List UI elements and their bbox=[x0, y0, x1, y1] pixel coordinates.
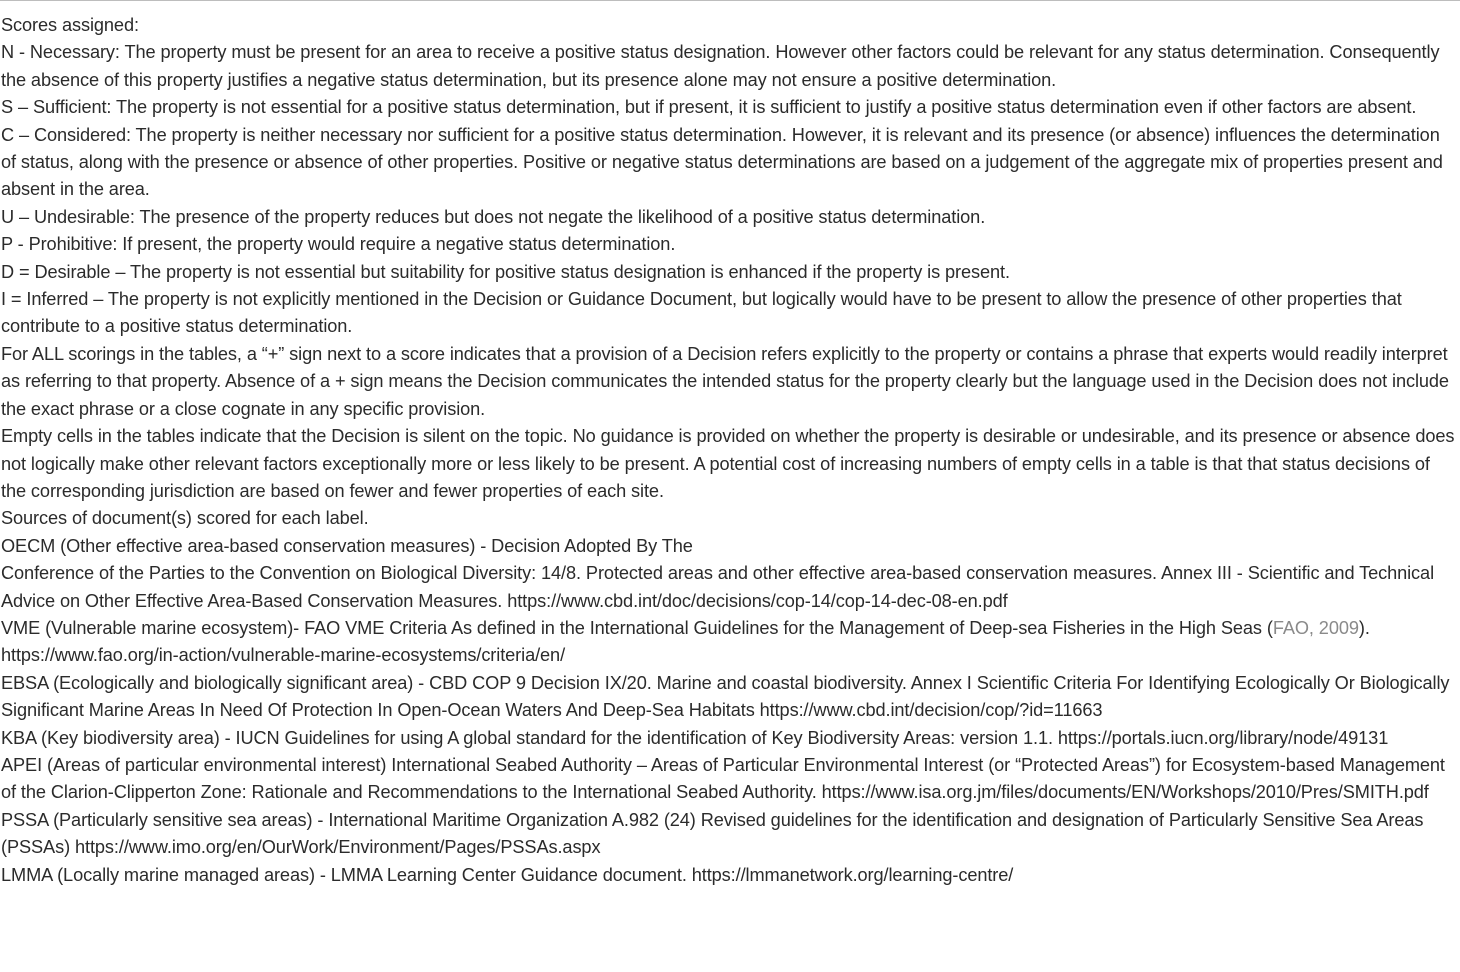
source-vme bbox=[1, 615, 1456, 670]
source-kba: KBA (Key biodiversity area) - IUCN Guidelines for using A global standard for the identification of Key Biodiversity Areas: version 1.1. https://portals.iucn.org/library/node/49131 bbox=[1, 727, 1389, 748]
score-undesirable: U – Undesirable: The presence of the property reduces but does not negate the likelihood of a positive status determination. bbox=[1, 206, 986, 227]
citation-link-fao-2009[interactable]: FAO, 2009 bbox=[1272, 617, 1359, 638]
source-vme-text: VME (Vulnerable marine ecosystem)- FAO VME Criteria As defined in the International Guidelines for the Management of Deep-sea Fisheries in the High Seas ( bbox=[1, 617, 1273, 638]
sources-heading: Sources of document(s) scored for each label. bbox=[1, 508, 369, 529]
source-ebsa: EBSA (Ecologically and biologically significant area) - CBD COP 9 Decision IX/20. Marine and coastal biodiversity. Annex I Scientific Criteria For Identifying Ecologically Or Biologically Significant Marine Areas In Need Of Protection In Open-Ocean Waters And Deep-Sea Habitats https://www.cbd.int/decision/cop/?id=11663 bbox=[1, 672, 1450, 721]
source-oecm-line1: OECM (Other effective area-based conservation measures) - Decision Adopted By The bbox=[1, 535, 693, 556]
table-footnote bbox=[1, 12, 1456, 889]
plus-sign-note: For ALL scorings in the tables, a “+” sign next to a score indicates that a provision of a Decision refers explicitly to the property or contains a phrase that experts would readily interpret as referring to that property. Absence of a + sign means the Decision communicates the intended status for the property clearly but the language used in the Decision does not include the exact phrase or a close cognate in any specific provision. bbox=[1, 343, 1449, 419]
score-sufficient: S – Sufficient: The property is not essential for a positive status determination, but if present, it is sufficient to justify a positive status determination even if other factors are absent. bbox=[1, 97, 1417, 118]
score-prohibitive: P - Prohibitive: If present, the property would require a negative status determination. bbox=[1, 234, 676, 255]
score-necessary: N - Necessary: The property must be present for an area to receive a positive status designation. However other factors could be relevant for any status determination. Consequently the absence of this property justifies a negative status determination, but its presence alone may not ensure a positive determination. bbox=[1, 42, 1440, 90]
source-oecm-line2: Conference of the Parties to the Convention on Biological Diversity: 14/8. Protected areas and other effective area-based conservation measures. Annex III - Scientific and Technical Advice on Other Effective Area-Based Conservation Measures. https://www.cbd.int/doc/decisions/cop-14/cop-14-dec-08-en.pdf bbox=[1, 563, 1435, 611]
score-considered: C – Considered: The property is neither necessary nor sufficient for a positive status determination. However, it is relevant and its presence (or absence) influences the determination of status, along with the presence or absence of other properties. Positive or negative status determinations are based on a judgement of the aggregate mix of properties present and absent in the area. bbox=[1, 124, 1443, 200]
source-apei: APEI (Areas of particular environmental interest) International Seabed Authority – Areas of Particular Environmental Interest (or “Protected Areas”) for Ecosystem-based Management of the Clarion-Clipperton Zone: Rationale and Recommendations to the International Seabed Authority. https://www.isa.org.jm/files/documents/EN/Workshops/2010/Pres/SMITH.pdf bbox=[1, 754, 1445, 803]
score-inferred: I = Inferred – The property is not explicitly mentioned in the Decision or Guidance Document, but logically would have to be present to allow the presence of other properties that contribute to a positive status determination. bbox=[1, 289, 1402, 337]
source-lmma: LMMA (Locally marine managed areas) - LMMA Learning Center Guidance document. https://lmmanetwork.org/learning-centre/ bbox=[1, 864, 1014, 885]
source-vme-url: ). https://www.fao.org/in-action/vulnerable-marine-ecosystems/criteria/en/ bbox=[1, 617, 1370, 666]
source-pssa: PSSA (Particularly sensitive sea areas) - International Maritime Organization A.982 (24) Revised guidelines for the identification and designation of Particularly Sensitive Sea Areas (PSSAs) https://www.imo.org/en/OurWork/Environment/Pages/PSSAs.aspx bbox=[1, 809, 1424, 858]
top-rule bbox=[0, 0, 1460, 1]
score-desirable: D = Desirable – The property is not essential but suitability for positive status designation is enhanced if the property is present. bbox=[1, 261, 1010, 282]
empty-cells-note: Empty cells in the tables indicate that the Decision is silent on the topic. No guidance is provided on whether the property is desirable or undesirable, and its presence or absence does not logically make other relevant factors exceptionally more or less likely to be present. A potential cost of increasing numbers of empty cells in a table is that that status decisions of the corresponding jurisdiction are based on fewer and fewer properties of each site. bbox=[1, 426, 1455, 501]
scores-heading: Scores assigned: bbox=[1, 15, 139, 35]
